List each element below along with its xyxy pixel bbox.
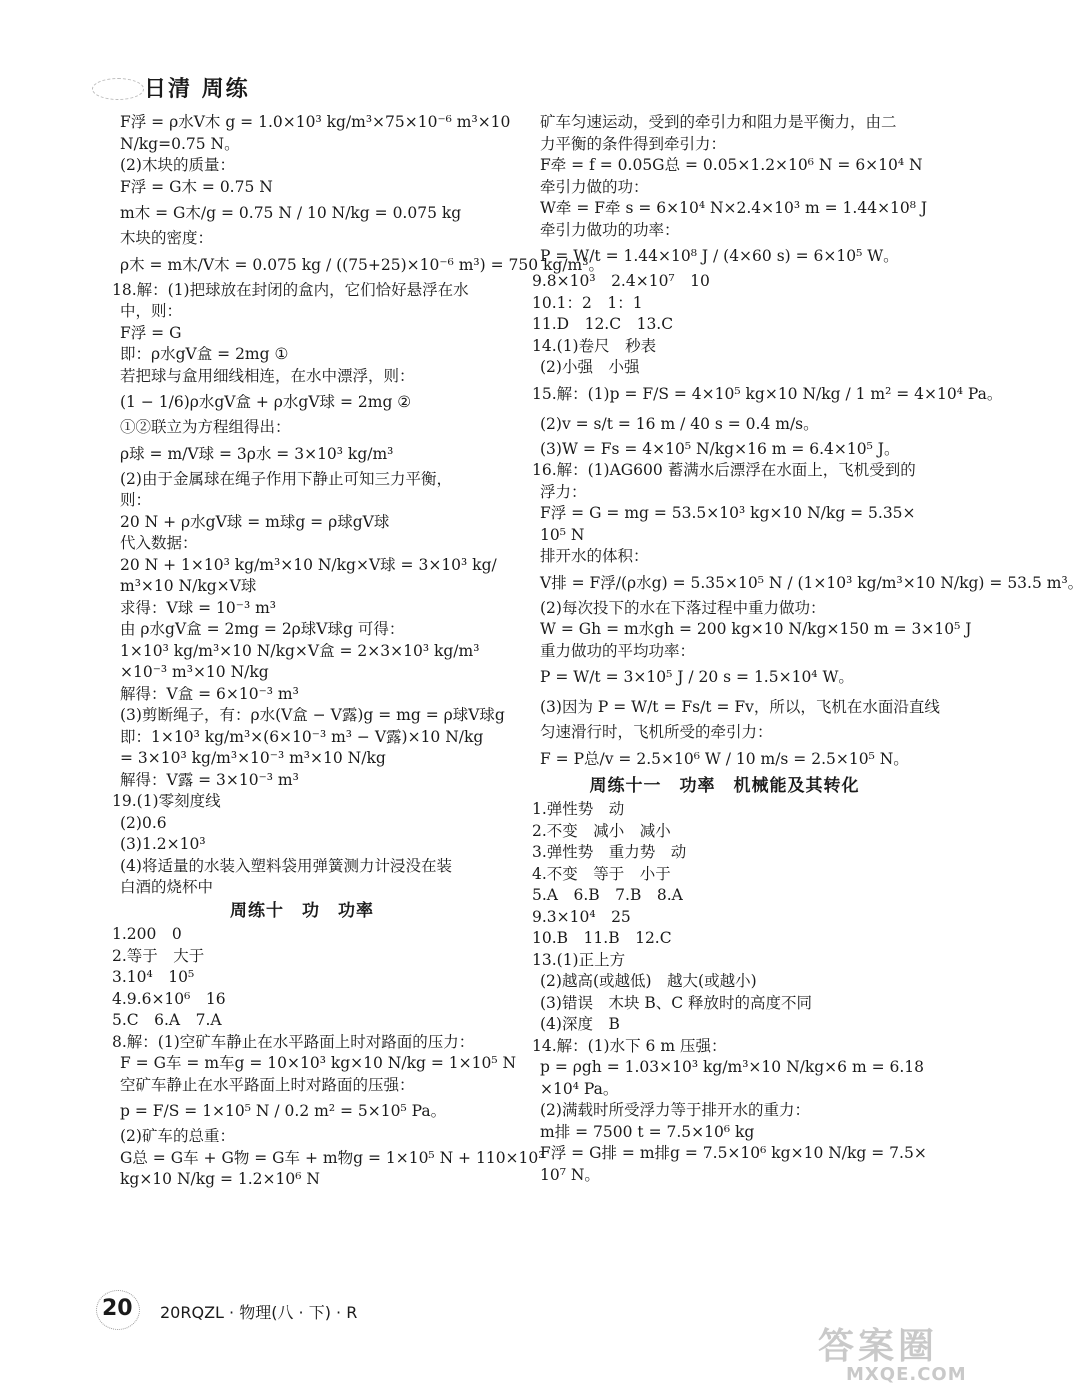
watermark-logo: 答案圈: [818, 1326, 939, 1367]
page-footer: [96, 1290, 496, 1330]
left-column-line: 2.等于 大于: [112, 946, 205, 965]
left-column-line: 求得：V球 = 10⁻³ m³: [120, 598, 276, 617]
right-column-line: (4)深度 B: [540, 1015, 620, 1033]
left-column-line: (2)矿车的总重：: [120, 1127, 235, 1145]
left-column-line: kg×10 N/kg = 1.2×10⁶ N: [120, 1170, 320, 1188]
left-column-line: m木 = G木/g = 0.75 N / 10 N/kg = 0.075 kg: [120, 204, 462, 222]
left-column-line: F浮 = G木 = 0.75 N: [120, 177, 273, 196]
left-column-line: (2)木块的质量：: [120, 156, 235, 174]
right-column-line: 浮力：: [540, 482, 587, 501]
right-column-line: 力平衡的条件得到牵引力：: [540, 134, 727, 153]
left-column-line: 由 ρ水gV盒 = 2mg = 2ρ球V球g 可得：: [120, 620, 405, 638]
right-column-line: m排 = 7500 t = 7.5×10⁶ kg: [540, 1122, 755, 1141]
right-column-line: 3.弹性势 重力势 动: [532, 843, 687, 861]
right-column-line: 14.(1)卷尺 秒表: [532, 336, 657, 355]
right-column-line: 14.解：(1)水下 6 m 压强：: [532, 1036, 727, 1055]
left-column-line: 20 N + 1×10³ kg/m³×10 N/kg×V球 = 3×10³ kg/: [120, 555, 497, 574]
right-column-line: 牵引力做的功：: [540, 177, 649, 196]
left-column-line: m³×10 N/kg×V球: [120, 577, 257, 595]
watermark-url: MXQE.COM: [846, 1364, 967, 1385]
left-column-line: = 3×10³ kg/m³×10⁻³ m³×10 N/kg: [120, 749, 386, 767]
right-column-line: 5.A 6.B 7.B 8.A: [532, 886, 683, 904]
left-column-line: 则：: [120, 491, 152, 509]
right-column-line: (3)W = Fs = 4×10⁵ N/kg×16 m = 6.4×10⁵ J。: [540, 439, 900, 458]
right-column-line: F = P总/v = 2.5×10⁶ W / 10 m/s = 2.5×10⁵ N。: [540, 749, 909, 768]
left-column-line: 3.10⁴ 10⁵: [112, 968, 195, 986]
right-column-line: ×10⁴ Pa。: [540, 1079, 619, 1098]
right-column-line: W = Gh = m水gh = 200 kg×10 N/kg×150 m = 3×10⁵ J: [540, 620, 972, 638]
left-column-line: p = F/S = 1×10⁵ N / 0.2 m² = 5×10⁵ Pa。: [120, 1102, 447, 1120]
left-column-line: 空矿车静止在水平路面上时对路面的压强：: [120, 1075, 415, 1094]
left-column-line: 8.解：(1)空矿车静止在水平路面上时对路面的压力：: [112, 1032, 475, 1051]
right-column-line: (2)小强 小强: [540, 358, 640, 376]
left-column-line: 即：ρ水gV盒 = 2mg ①: [120, 345, 289, 363]
left-column-line: 解得：V盒 = 6×10⁻³ m³: [120, 684, 299, 703]
right-column-line: (2)越高(或越低) 越大(或越小): [540, 972, 757, 990]
right-column-line: 牵引力做功的功率：: [540, 220, 680, 239]
right-column-line: 13.(1)正上方: [532, 950, 626, 969]
right-column-line: V排 = F浮/(ρ水g) = 5.35×10⁵ N / (1×10³ kg/m³×10 N/kg) = 53.5 m³。: [540, 573, 1083, 592]
left-column-line: N/kg=0.75 N。: [120, 134, 240, 153]
right-column-line: 4.不变 等于 小于: [532, 864, 671, 883]
page-number: 20: [102, 1296, 133, 1321]
left-column-line: 中，则：: [120, 302, 183, 320]
right-column: [532, 112, 1083, 1186]
left-column-line: 1.200 0: [112, 925, 182, 943]
right-column-line: P = W/t = 1.44×10⁸ J / (4×60 s) = 6×10⁵ W。: [540, 247, 899, 265]
right-column-line: 9.3×10⁴ 25: [532, 907, 631, 926]
right-column-line: 2.不变 减小 减小: [532, 821, 671, 840]
left-column-line: 4.9.6×10⁶ 16: [112, 989, 226, 1008]
right-column-line: 10.B 11.B 12.C: [532, 929, 672, 947]
right-column-line: (2)v = s/t = 16 m / 40 s = 0.4 m/s。: [540, 414, 819, 433]
right-column-line: 矿车匀速运动，受到的牵引力和阻力是平衡力，由二: [540, 113, 897, 131]
right-column-line: (3)错误 木块 B、C 释放时的高度不同: [540, 993, 813, 1012]
left-column-line: 20 N + ρ水gV球 = m球g = ρ球gV球: [120, 512, 390, 531]
right-column-line: 匀速滑行时，飞机所受的牵引力：: [540, 723, 773, 741]
right-column-line: p = ρgh = 1.03×10³ kg/m³×10 N/kg×6 m = 6.18: [540, 1058, 924, 1076]
left-column-line: 若把球与盒用细线相连，在水中漂浮，则：: [120, 366, 415, 385]
right-column-line: 11.D 12.C 13.C: [532, 315, 674, 333]
section-heading: 周练十 功 功率: [230, 900, 374, 921]
left-column-line: 5.C 6.A 7.A: [112, 1011, 222, 1029]
left-column-line: ρ球 = m/V球 = 3ρ水 = 3×10³ kg/m³: [120, 444, 394, 463]
right-column-line: F浮 = G = mg = 53.5×10³ kg×10 N/kg = 5.35×: [540, 504, 916, 522]
right-column-line: 10⁵ N: [540, 525, 585, 544]
header-decoration: [92, 78, 144, 100]
watermark: [760, 1318, 992, 1388]
right-column-line: (2)满载时所受浮力等于排开水的重力：: [540, 1101, 810, 1119]
left-column-line: ×10⁻³ m³×10 N/kg: [120, 663, 269, 681]
right-column-line: 15.解：(1)p = F/S = 4×10⁵ kg×10 N/kg / 1 m² = 4×10⁴ Pa。: [532, 384, 1003, 403]
left-column-line: 木块的密度：: [120, 229, 214, 247]
right-column-line: F牵 = f = 0.05G总 = 0.05×1.2×10⁶ N = 6×10⁴ N: [540, 156, 923, 174]
book-title: 20RQZL · 物理(八 · 下) · R: [160, 1303, 358, 1322]
left-column-line: (1 − 1/6)ρ水gV盒 + ρ水gV球 = 2mg ②: [120, 393, 412, 411]
left-column-line: F浮 = ρ水V木 g = 1.0×10³ kg/m³×75×10⁻⁶ m³×10: [120, 113, 511, 131]
left-column-line: 18.解：(1)把球放在封闭的盒内，它们恰好悬浮在水: [112, 280, 469, 299]
right-column-line: (2)每次投下的水在下落过程中重力做功：: [540, 598, 826, 617]
left-column-line: (2)0.6: [120, 813, 167, 832]
right-column-line: P = W/t = 3×10⁵ J / 20 s = 1.5×10⁴ W。: [540, 668, 854, 686]
section-heading: 周练十一 功率 机械能及其转化: [589, 775, 860, 796]
left-column-line: 白酒的烧杯中: [120, 878, 214, 896]
right-column-line: W牵 = F牵 s = 6×10⁴ N×2.4×10³ m = 1.44×10⁸ J: [540, 199, 928, 217]
header-title: 日清 周练: [144, 77, 250, 102]
right-column-line: 重力做功的平均功率：: [540, 641, 696, 660]
left-column-line: 代入数据：: [120, 534, 198, 552]
right-column-line: (3)因为 P = W/t = Fs/t = Fv，所以，飞机在水面沿直线: [540, 698, 940, 716]
page-header: [92, 70, 262, 106]
right-column-line: F浮 = G排 = m排g = 7.5×10⁶ kg×10 N/kg = 7.5×: [540, 1144, 927, 1162]
right-column-line: 9.8×10³ 2.4×10⁷ 10: [532, 272, 710, 290]
right-column-line: 10.1：2 1：1: [532, 293, 643, 312]
left-column-line: 19.(1)零刻度线: [112, 792, 221, 810]
left-column-line: 解得：V露 = 3×10⁻³ m³: [120, 770, 299, 789]
left-column-line: F浮 = G: [120, 323, 182, 342]
left-column-line: ①②联立为方程组得出：: [120, 418, 291, 436]
left-column-line: ρ木 = m木/V木 = 0.075 kg / ((75+25)×10⁻⁶ m³) = 750 kg/m³。: [120, 255, 604, 274]
left-column-line: G总 = G车 + G物 = G车 + m物g = 1×10⁵ N + 110×10³: [120, 1148, 545, 1167]
left-column-line: 1×10³ kg/m³×10 N/kg×V盒 = 2×3×10³ kg/m³: [120, 641, 480, 660]
left-column-line: F = G车 = m车g = 10×10³ kg×10 N/kg = 1×10⁵ N: [120, 1054, 517, 1072]
right-column-line: 16.解：(1)AG600 蓄满水后漂浮在水面上，飞机受到的: [532, 461, 916, 479]
left-column-line: (4)将适量的水装入塑料袋用弹簧测力计浸没在装: [120, 856, 452, 875]
left-column-line: (3)1.2×10³: [120, 835, 206, 853]
right-column-line: 1.弹性势 动: [532, 800, 625, 818]
left-column-line: 即：1×10³ kg/m³×(6×10⁻³ m³ − V露)×10 N/kg: [120, 727, 484, 746]
right-column-line: 10⁷ N。: [540, 1165, 600, 1184]
left-column-line: (3)剪断绳子，有：ρ水(V盒 − V露)g = mg = ρ球V球g: [120, 706, 505, 724]
left-column-line: (2)由于金属球在绳子作用下静止可知三力平衡，: [120, 469, 452, 488]
right-column-line: 排开水的体积：: [540, 547, 649, 565]
